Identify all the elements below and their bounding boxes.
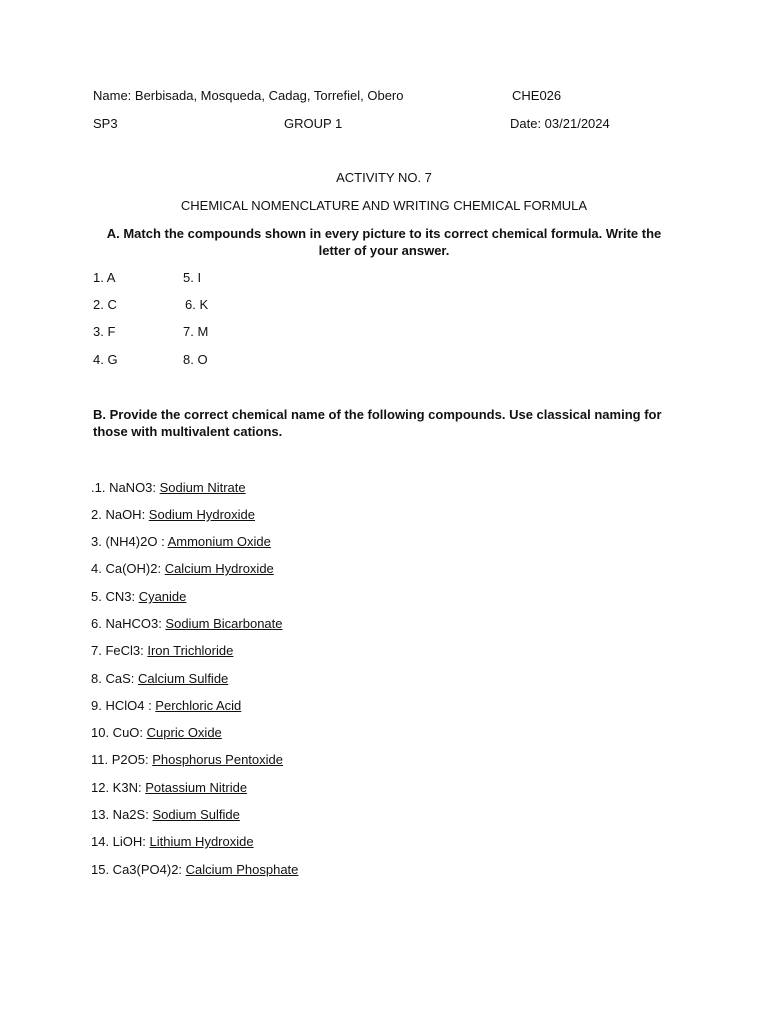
compound-name-answer: Ammonium Oxide (167, 534, 271, 549)
compound-name-answer: Phosphorus Pentoxide (152, 752, 283, 767)
compound-item (91, 862, 298, 878)
compound-name-answer: Cyanide (138, 589, 187, 604)
section-label: SP3 (93, 116, 118, 131)
date-label: Date: 03/21/2024 (510, 116, 610, 131)
compound-item (91, 752, 283, 768)
compound-name-answer: Sodium Nitrate (159, 480, 246, 495)
compound-item (91, 616, 283, 632)
group-label: GROUP 1 (284, 116, 343, 131)
match-answer-right: 7. M (183, 324, 209, 339)
compound-item (91, 480, 246, 496)
compound-formula: 11. P2O5: (91, 752, 153, 767)
compound-formula: 8. CaS: (91, 671, 138, 686)
compound-formula: 7. FeCl3: (91, 643, 148, 658)
compound-name-answer: Potassium Nitride (145, 780, 248, 795)
match-answer-left: 1. A (93, 270, 116, 285)
activity-number: ACTIVITY NO. 7 (336, 170, 432, 185)
compound-item (91, 643, 233, 659)
part-b-instruction: B. Provide the correct chemical name of the following compounds. Use classical naming for those with multivalent cations. (93, 407, 662, 439)
compound-formula: 9. HClO4 : (91, 698, 156, 713)
match-answer-left: 2. C (93, 297, 117, 312)
compound-name-answer: Calcium Hydroxide (164, 561, 274, 576)
compound-formula: 2. NaOH: (91, 507, 149, 522)
compound-item (91, 725, 222, 741)
compound-formula: 14. LiOH: (91, 834, 150, 849)
compound-formula: 5. CN3: (91, 589, 139, 604)
compound-name-answer: Calcium Phosphate (185, 862, 299, 877)
compound-formula: 6. NaHCO3: (91, 616, 166, 631)
compound-item (91, 807, 240, 823)
compound-name-answer: Calcium Sulfide (137, 671, 229, 686)
activity-title: CHEMICAL NOMENCLATURE AND WRITING CHEMICAL FORMULA (180, 198, 588, 213)
compound-name-answer: Iron Trichloride (147, 643, 234, 658)
match-answer-left: 4. G (93, 352, 118, 367)
compound-formula: 4. Ca(OH)2: (91, 561, 165, 576)
compound-formula: 15. Ca3(PO4)2: (91, 862, 186, 877)
course-code: CHE026 (512, 88, 562, 103)
compound-name-answer: Sodium Hydroxide (148, 507, 256, 522)
match-answer-left: 3. F (93, 324, 116, 339)
compound-name-answer: Sodium Sulfide (152, 807, 240, 822)
compound-formula: 13. Na2S: (91, 807, 153, 822)
compound-formula: 12. K3N: (91, 780, 146, 795)
student-names: Name: Berbisada, Mosqueda, Cadag, Torrefiel, Obero (93, 88, 404, 103)
compound-item (91, 834, 254, 850)
compound-formula: 10. CuO: (91, 725, 147, 740)
compound-name-answer: Sodium Bicarbonate (165, 616, 283, 631)
compound-formula: 3. (NH4)2O : (91, 534, 168, 549)
compound-name-answer: Perchloric Acid (155, 698, 242, 713)
compound-item (91, 507, 255, 523)
compound-name-answer: Cupric Oxide (146, 725, 222, 740)
compound-formula: .1. NaNO3: (91, 480, 160, 495)
part-a-instruction: A. Match the compounds shown in every picture to its correct chemical formula. Write the letter of your answer. (106, 226, 662, 258)
compound-item (91, 589, 186, 605)
compound-name-answer: Lithium Hydroxide (149, 834, 254, 849)
compound-item (91, 561, 274, 577)
compound-item (91, 780, 247, 796)
match-answer-right: 5. I (183, 270, 202, 285)
match-answer-right: 6. K (185, 297, 209, 312)
compound-item (91, 671, 228, 687)
match-answer-right: 8. O (183, 352, 208, 367)
compound-item (91, 534, 271, 550)
compound-item (91, 698, 241, 714)
